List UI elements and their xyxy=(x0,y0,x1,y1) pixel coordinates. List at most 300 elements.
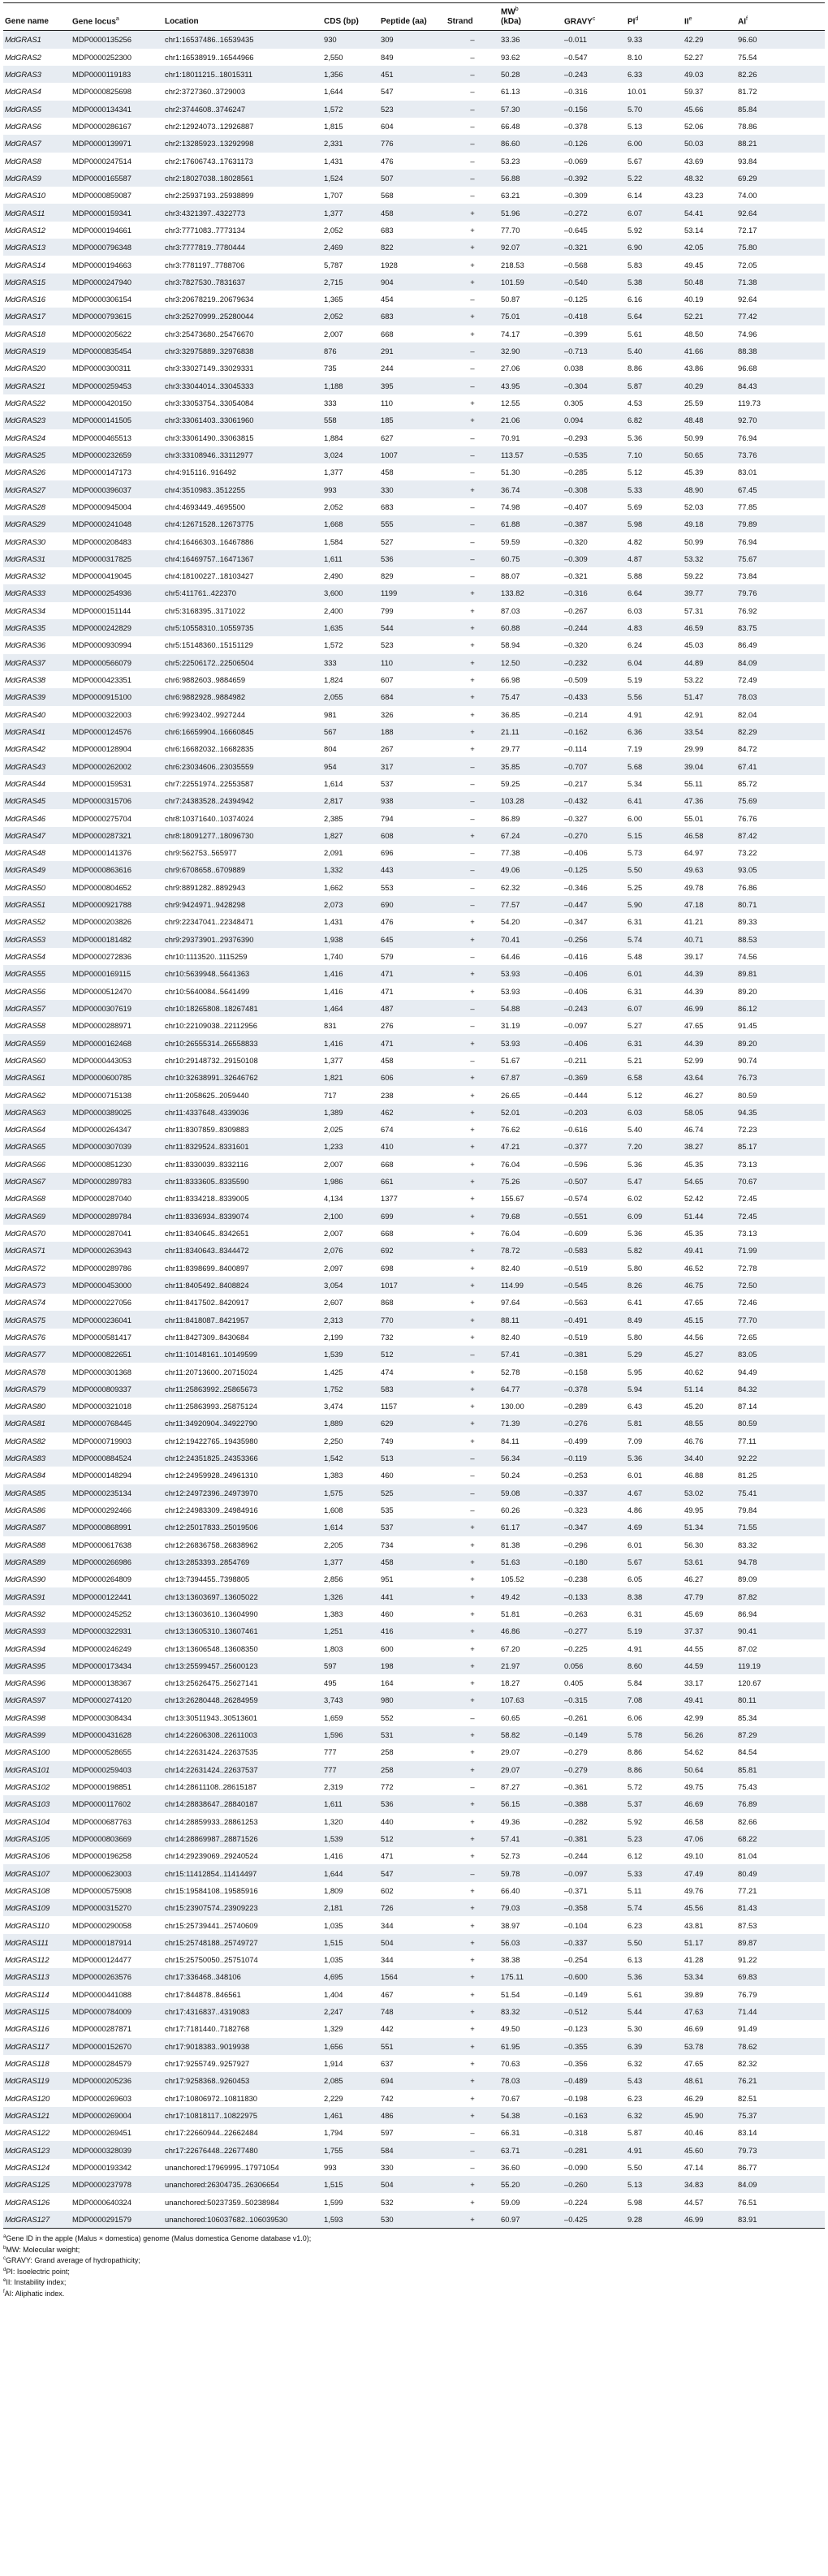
cell-gene-name: MdGRAS62 xyxy=(5,1090,46,1100)
cell-ii: 46.27 xyxy=(684,1574,704,1584)
cell-ii: 50.99 xyxy=(684,433,704,442)
cell-gene-name: MdGRAS87 xyxy=(3,1518,71,1536)
footnote-text: MW: Molecular weight; xyxy=(6,2245,80,2254)
cell-gravy: –0.133 xyxy=(563,1587,626,1605)
cell-ai: 75.67 xyxy=(736,550,825,567)
cell-ii: 51.44 xyxy=(683,1208,736,1225)
cell-location: chr12:24351825..24353366 xyxy=(163,1450,322,1467)
cell-gene-name: MdGRAS49 xyxy=(3,861,71,878)
cell-gene-locus: MDP0000308434 xyxy=(72,1712,132,1722)
cell-gene-locus: MDP0000247940 xyxy=(71,274,163,291)
cell-gene-name: MdGRAS31 xyxy=(3,550,71,567)
cell-gene-name: MdGRAS36 xyxy=(5,640,46,650)
cell-gene-name: MdGRAS30 xyxy=(5,536,46,546)
cell-gene-locus: MDP0000804652 xyxy=(72,882,132,892)
cell-pi: 6.02 xyxy=(627,1194,643,1204)
cell-mw: 53.93 xyxy=(501,986,520,996)
table-row xyxy=(3,671,825,688)
cell-location: chr13:25626475..25627141 xyxy=(165,1678,258,1688)
cell-peptide: 537 xyxy=(381,778,394,788)
cell-cds: 2,247 xyxy=(322,2003,379,2020)
cell-gravy: –0.162 xyxy=(563,723,626,740)
cell-gene-locus: MDP0000420150 xyxy=(72,398,132,408)
cell-ai: 89.87 xyxy=(736,1934,825,1951)
cell-location: chr14:22631424..22637537 xyxy=(163,1761,322,1778)
cell-ii: 34.40 xyxy=(683,1450,736,1467)
cell-ai: 81.25 xyxy=(738,1471,757,1480)
cell-peptide: 474 xyxy=(381,1367,394,1376)
cell-peptide: 629 xyxy=(379,1415,446,1432)
cell-gene-locus: MDP0000441088 xyxy=(72,1989,132,1999)
cell-cds: 1,539 xyxy=(322,1346,379,1363)
cell-strand: + xyxy=(446,1415,499,1432)
cell-cds: 2,490 xyxy=(324,571,343,581)
cell-ai: 83.14 xyxy=(738,2128,757,2138)
cell-ai: 74.00 xyxy=(738,191,757,200)
cell-gene-name: MdGRAS65 xyxy=(3,1138,71,1155)
cell-ii: 64.97 xyxy=(684,848,704,858)
cell-mw: 78.03 xyxy=(499,2072,563,2089)
cell-ii: 41.28 xyxy=(684,1955,704,1965)
cell-strand: + xyxy=(446,1518,499,1536)
cell-gravy: –0.125 xyxy=(563,861,626,878)
cell-location: chr11:8329524..8331601 xyxy=(163,1138,322,1155)
cell-mw: 133.82 xyxy=(499,584,563,601)
cell-peptide: 555 xyxy=(379,515,446,532)
cell-peptide: 344 xyxy=(381,1955,394,1965)
cell-strand: – xyxy=(446,1484,499,1501)
table-row xyxy=(3,654,825,671)
cell-ii: 45.90 xyxy=(683,2107,736,2124)
cell-peptide: 471 xyxy=(381,986,394,996)
cell-gravy: –0.447 xyxy=(563,896,626,913)
cell-mw: 31.19 xyxy=(501,1021,520,1031)
cell-location: chr11:8330039..8332116 xyxy=(165,1159,248,1169)
cell-mw: 105.52 xyxy=(501,1574,524,1584)
cell-gene-name: MdGRAS25 xyxy=(3,446,71,463)
cell-gene-locus: MDP0000306154 xyxy=(72,295,132,304)
cell-pi: 6.00 xyxy=(627,813,643,823)
cell-strand: – xyxy=(446,1346,499,1363)
table-row xyxy=(3,1916,825,1933)
cell-mw: 66.40 xyxy=(501,1885,520,1895)
cell-strand: + xyxy=(470,1229,475,1238)
cell-ii: 56.30 xyxy=(684,1540,704,1549)
cell-gravy: –0.253 xyxy=(564,1471,588,1480)
cell-gene-locus: MDP0000198851 xyxy=(72,1782,132,1792)
cell-pi: 5.13 xyxy=(626,2176,683,2193)
cell-gene-locus: MDP0000139971 xyxy=(71,135,163,152)
cell-cds: 567 xyxy=(322,723,379,740)
table-row xyxy=(3,931,825,948)
column-header-label: GRAVY xyxy=(564,17,593,27)
cell-peptide: 822 xyxy=(379,239,446,256)
footnote-marker: e xyxy=(688,16,692,22)
cell-mw: 93.62 xyxy=(501,52,520,62)
cell-strand: – xyxy=(446,792,499,809)
cell-pi: 5.70 xyxy=(626,101,683,118)
cell-mw: 21.97 xyxy=(499,1657,563,1674)
cell-location: chr14:28838647..28840187 xyxy=(163,1795,322,1812)
cell-strand: + xyxy=(446,2211,499,2229)
cell-pi: 5.98 xyxy=(627,2197,643,2207)
cell-mw: 43.95 xyxy=(499,377,563,394)
cell-gene-locus: MDP0000822651 xyxy=(71,1346,163,1363)
cell-cds: 1,035 xyxy=(324,1955,343,1965)
cell-gravy: –0.180 xyxy=(563,1553,626,1570)
cell-peptide: 536 xyxy=(379,1795,446,1812)
cell-mw: 74.98 xyxy=(501,502,520,511)
cell-ii: 50.48 xyxy=(683,274,736,291)
table-row xyxy=(3,1104,825,1121)
cell-location: chr5:22506172..22506504 xyxy=(163,654,322,671)
cell-location: chr8:18091277..18096730 xyxy=(163,827,322,844)
cell-mw: 62.32 xyxy=(501,882,520,892)
cell-strand: + xyxy=(446,1657,499,1674)
cell-gene-name: MdGRAS27 xyxy=(3,480,71,498)
cell-ai: 80.71 xyxy=(736,896,825,913)
cell-peptide: 291 xyxy=(379,342,446,360)
cell-mw: 76.04 xyxy=(501,1229,520,1238)
cell-mw: 59.08 xyxy=(499,1484,563,1501)
cell-mw: 92.07 xyxy=(499,239,563,256)
cell-gene-locus: MDP0000263943 xyxy=(71,1242,163,1259)
footnote-text: Gene ID in the apple (Malus × domestica) genome (Malus domestica Genome database v1.0); xyxy=(6,2234,312,2243)
cell-peptide: 309 xyxy=(379,31,446,49)
cell-mw: 27.06 xyxy=(501,364,520,373)
cell-location: chr12:24972396..24973970 xyxy=(163,1484,322,1501)
cell-cds: 735 xyxy=(324,364,337,373)
cell-location: chr11:8307859..8309883 xyxy=(165,1125,249,1135)
cell-location: chr13:2853393..2854769 xyxy=(163,1553,322,1570)
cell-strand: – xyxy=(470,1782,475,1792)
cell-pi: 7.09 xyxy=(627,1436,643,1445)
cell-pi: 5.11 xyxy=(627,1885,642,1895)
table-row xyxy=(3,325,825,342)
cell-ii: 54.62 xyxy=(684,1747,704,1757)
cell-mw: 50.87 xyxy=(501,295,520,304)
cell-ai: 76.79 xyxy=(738,1989,757,1999)
cell-gene-name: MdGRAS1 xyxy=(3,31,71,49)
cell-peptide: 458 xyxy=(381,1055,394,1065)
cell-ii: 53.22 xyxy=(684,675,704,685)
table-row xyxy=(3,1639,825,1656)
cell-ii: 51.47 xyxy=(683,688,736,705)
cell-peptide: 583 xyxy=(379,1381,446,1398)
cell-location: chr2:17606743..17631173 xyxy=(165,156,253,166)
cell-mw: 67.20 xyxy=(501,1643,520,1653)
column-header-ii xyxy=(683,3,736,31)
cell-location: chr17:9255749..9257927 xyxy=(165,2059,250,2069)
cell-mw: 56.15 xyxy=(499,1795,563,1812)
cell-ai: 82.66 xyxy=(738,1816,757,1826)
cell-pi: 5.33 xyxy=(626,1864,683,1881)
cell-ii: 47.65 xyxy=(684,1298,704,1307)
cell-peptide: 535 xyxy=(381,1506,394,1515)
cell-strand: + xyxy=(446,2176,499,2193)
cell-strand: + xyxy=(470,1367,475,1376)
cell-pi: 5.87 xyxy=(626,377,683,394)
cell-ii: 52.21 xyxy=(683,308,736,325)
cell-location: unanchored:106037682..106039530 xyxy=(163,2211,322,2229)
cell-gene-locus: MDP0000784009 xyxy=(71,2003,163,2020)
cell-gene-locus: MDP0000254936 xyxy=(71,584,163,601)
cell-ai: 85.72 xyxy=(738,778,757,788)
cell-location: chr2:3727360..3729003 xyxy=(165,87,246,97)
cell-strand: – xyxy=(446,377,499,394)
cell-mw: 21.11 xyxy=(499,723,563,740)
cell-pi: 4.86 xyxy=(627,1506,643,1515)
cell-mw: 59.25 xyxy=(501,778,520,788)
cell-mw: 38.97 xyxy=(501,1920,520,1930)
cell-ai: 78.86 xyxy=(738,122,757,131)
cell-gravy: –0.616 xyxy=(564,1125,588,1135)
cell-gravy: –0.276 xyxy=(563,1415,626,1432)
cell-gene-locus: MDP0000262002 xyxy=(71,757,163,774)
cell-strand: – xyxy=(470,2162,475,2172)
cell-pi: 7.19 xyxy=(627,744,643,754)
cell-gene-name: MdGRAS18 xyxy=(5,329,46,338)
cell-ii: 44.39 xyxy=(683,1034,736,1051)
cell-strand: + xyxy=(470,398,475,408)
cell-location: chr14:28611108..28615187 xyxy=(165,1782,257,1792)
cell-gene-locus: MDP0000575908 xyxy=(72,1885,132,1895)
cell-pi: 5.80 xyxy=(627,1332,643,1342)
cell-location: chr8:10371640..10374024 xyxy=(165,813,254,823)
cell-cds: 777 xyxy=(322,1761,379,1778)
cell-gravy: –0.369 xyxy=(563,1069,626,1086)
cell-ai: 92.70 xyxy=(736,411,825,429)
cell-pi: 4.87 xyxy=(626,550,683,567)
cell-ii: 52.03 xyxy=(684,502,704,511)
cell-ii: 49.63 xyxy=(683,861,736,878)
cell-location: chr15:25750050..25751074 xyxy=(165,1955,258,1965)
cell-cds: 1,596 xyxy=(322,1726,379,1743)
table-row xyxy=(3,1329,825,1346)
cell-pi: 6.13 xyxy=(627,1955,643,1965)
cell-peptide: 584 xyxy=(379,2141,446,2158)
cell-location: chr4:3510983..3512255 xyxy=(163,480,322,498)
cell-gene-name: MdGRAS45 xyxy=(3,792,71,809)
cell-location: chr9:29373901..29376390 xyxy=(163,931,322,948)
cell-mw: 60.26 xyxy=(501,1506,520,1515)
cell-cds: 3,600 xyxy=(322,584,379,601)
cell-cds: 1,656 xyxy=(322,2038,379,2055)
table-row xyxy=(3,2159,825,2176)
cell-pi: 5.29 xyxy=(626,1346,683,1363)
cell-pi: 5.47 xyxy=(626,1173,683,1190)
cell-pi: 6.06 xyxy=(627,1712,643,1722)
cell-strand: + xyxy=(446,274,499,291)
column-header-peptide xyxy=(379,3,446,31)
cell-cds: 1,416 xyxy=(322,1034,379,1051)
cell-ii: 45.27 xyxy=(683,1346,736,1363)
cell-location: chr14:22631424..22637535 xyxy=(165,1747,258,1757)
cell-ai: 76.92 xyxy=(738,605,757,615)
cell-gravy: –0.254 xyxy=(564,1955,588,1965)
cell-mw: 70.67 xyxy=(501,2093,520,2103)
table-row xyxy=(3,1968,825,1985)
cell-location: chr3:33061490..33063815 xyxy=(165,433,254,442)
table-row xyxy=(3,49,825,66)
column-header-label: AI xyxy=(738,17,746,27)
cell-mw: 75.01 xyxy=(499,308,563,325)
cell-ai: 87.42 xyxy=(736,827,825,844)
cell-ii: 45.15 xyxy=(683,1311,736,1328)
cell-location: chr11:8340643..8344472 xyxy=(163,1242,322,1259)
cell-strand: + xyxy=(446,1934,499,1951)
cell-gene-locus: MDP0000159531 xyxy=(72,778,132,788)
cell-cds: 1,332 xyxy=(322,861,379,878)
table-row xyxy=(3,1346,825,1363)
cell-pi: 8.38 xyxy=(626,1587,683,1605)
cell-gene-name: MdGRAS39 xyxy=(3,688,71,705)
cell-mw: 29.07 xyxy=(501,1747,520,1757)
cell-pi: 6.16 xyxy=(627,295,643,304)
cell-strand: + xyxy=(446,1553,499,1570)
cell-mw: 70.91 xyxy=(501,433,520,442)
cell-peptide: 829 xyxy=(381,571,394,581)
cell-location: chr12:25017833..25019506 xyxy=(163,1518,322,1536)
cell-peptide: 258 xyxy=(381,1747,394,1757)
cell-strand: + xyxy=(470,260,475,269)
cell-cds: 1,464 xyxy=(322,1000,379,1017)
cell-pi: 5.69 xyxy=(627,502,643,511)
cell-location: chr2:18027038..18028561 xyxy=(163,170,322,187)
cell-mw: 60.75 xyxy=(499,550,563,567)
cell-ai: 77.42 xyxy=(736,308,825,325)
cell-ii: 53.14 xyxy=(684,225,704,235)
cell-gene-locus: MDP0000851230 xyxy=(72,1159,132,1169)
cell-ii: 48.55 xyxy=(683,1415,736,1432)
footnote-marker: a xyxy=(115,16,119,22)
cell-ai: 85.34 xyxy=(738,1712,757,1722)
cell-gene-locus: MDP0000194661 xyxy=(72,225,132,235)
cell-mw: 58.94 xyxy=(501,640,520,650)
table-row xyxy=(3,66,825,83)
table-row xyxy=(3,792,825,809)
footnote-text: AI: Aliphatic index. xyxy=(4,2289,65,2298)
cell-gravy: –0.416 xyxy=(564,952,588,962)
cell-cds: 1,644 xyxy=(322,1864,379,1881)
cell-pi: 5.44 xyxy=(626,2003,683,2020)
cell-gene-name: MdGRAS99 xyxy=(3,1726,71,1743)
cell-gene-locus: MDP0000124477 xyxy=(72,1955,132,1965)
cell-location: chr17:22660944..22662484 xyxy=(165,2128,258,2138)
cell-pi: 7.20 xyxy=(626,1138,683,1155)
cell-pi: 8.86 xyxy=(627,364,643,373)
cell-ai: 77.21 xyxy=(738,1885,757,1895)
cell-peptide: 698 xyxy=(381,1263,394,1273)
cell-pi: 6.32 xyxy=(627,2059,643,2069)
cell-gene-name: MdGRAS75 xyxy=(3,1311,71,1328)
cell-gravy: –0.256 xyxy=(563,931,626,948)
cell-location: chr4:915116..916492 xyxy=(165,467,236,477)
cell-cds: 2,076 xyxy=(322,1242,379,1259)
cell-cds: 1,356 xyxy=(322,66,379,83)
cell-ai: 85.84 xyxy=(736,101,825,118)
cell-gene-locus: MDP0000617638 xyxy=(72,1540,132,1549)
table-row xyxy=(3,239,825,256)
cell-gene-name: MdGRAS111 xyxy=(3,1934,71,1951)
cell-ii: 51.34 xyxy=(683,1518,736,1536)
cell-gravy: –0.535 xyxy=(563,446,626,463)
cell-ai: 71.55 xyxy=(736,1518,825,1536)
cell-location: chr13:25599457..25600123 xyxy=(163,1657,322,1674)
cell-ii: 46.69 xyxy=(684,2024,704,2034)
cell-strand: + xyxy=(470,709,475,719)
cell-peptide: 849 xyxy=(381,52,394,62)
cell-gene-locus: MDP0000152670 xyxy=(71,2038,163,2055)
cell-gene-name: MdGRAS97 xyxy=(3,1691,71,1708)
table-row xyxy=(3,2090,825,2107)
cell-pi: 6.33 xyxy=(626,66,683,83)
cell-ai: 90.74 xyxy=(738,1055,757,1065)
cell-pi: 5.13 xyxy=(627,122,643,131)
table-row xyxy=(3,1294,825,1311)
cell-ii: 47.36 xyxy=(683,792,736,809)
cell-gravy: –0.489 xyxy=(563,2072,626,2089)
cell-gravy: –0.158 xyxy=(564,1367,588,1376)
cell-mw: 51.30 xyxy=(501,467,520,477)
cell-mw: 63.21 xyxy=(501,191,520,200)
cell-cds: 1,752 xyxy=(322,1381,379,1398)
cell-ii: 51.14 xyxy=(683,1381,736,1398)
cell-gravy: –0.243 xyxy=(563,1000,626,1017)
cell-gravy: –0.225 xyxy=(564,1643,588,1653)
table-row xyxy=(3,550,825,567)
cell-strand: + xyxy=(446,2003,499,2020)
table-row xyxy=(3,965,825,982)
cell-gene-locus: MDP0000719903 xyxy=(72,1436,132,1445)
cell-gene-name: MdGRAS41 xyxy=(3,723,71,740)
cell-location: chr17:9018383..9019938 xyxy=(163,2038,322,2055)
cell-strand: + xyxy=(446,723,499,740)
cell-cds: 3,054 xyxy=(322,1277,379,1294)
cell-cds: 876 xyxy=(322,342,379,360)
cell-ii: 49.76 xyxy=(684,1885,704,1895)
cell-ai: 84.09 xyxy=(736,654,825,671)
cell-cds: 1,803 xyxy=(324,1643,343,1653)
cell-mw: 86.60 xyxy=(499,135,563,152)
cell-mw: 75.26 xyxy=(499,1173,563,1190)
cell-cds: 1,986 xyxy=(322,1173,379,1190)
table-row xyxy=(3,291,825,308)
table-row xyxy=(3,256,825,273)
table-row xyxy=(3,532,825,549)
cell-strand: – xyxy=(470,467,475,477)
cell-ai: 85.81 xyxy=(736,1761,825,1778)
table-row xyxy=(3,1605,825,1622)
cell-peptide: 568 xyxy=(381,191,394,200)
cell-ii: 54.65 xyxy=(683,1173,736,1190)
cell-gene-name: MdGRAS108 xyxy=(5,1885,50,1895)
cell-ai: 86.49 xyxy=(738,640,757,650)
cell-pi: 5.92 xyxy=(627,225,643,235)
footnote-marker: a xyxy=(3,2234,6,2240)
cell-cds: 1,662 xyxy=(324,882,343,892)
cell-peptide: 547 xyxy=(381,87,394,97)
cell-gene-name: MdGRAS34 xyxy=(5,605,46,615)
cell-cds: 1,575 xyxy=(322,1484,379,1501)
cell-gene-name: MdGRAS5 xyxy=(3,101,71,118)
cell-location: chr11:34920904..34922790 xyxy=(163,1415,322,1432)
cell-location: chr3:7781197..7788706 xyxy=(165,260,245,269)
cell-peptide: 726 xyxy=(379,1899,446,1916)
cell-ii: 42.99 xyxy=(684,1712,704,1722)
cell-location: chr3:33044014..33045333 xyxy=(163,377,322,394)
cell-pi: 6.00 xyxy=(626,135,683,152)
